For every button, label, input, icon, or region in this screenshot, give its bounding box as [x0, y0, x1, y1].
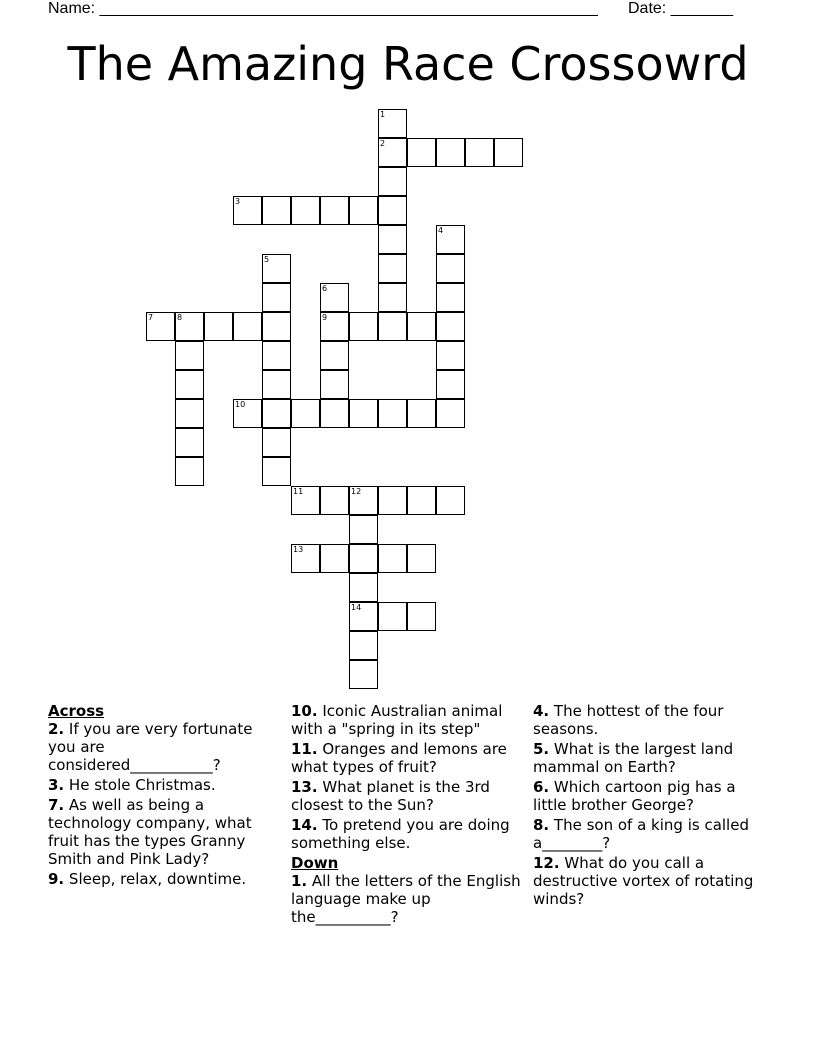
grid-cell[interactable] — [320, 283, 349, 312]
grid-cell[interactable] — [349, 660, 378, 689]
grid-cell[interactable] — [175, 428, 204, 457]
grid-cell[interactable] — [436, 283, 465, 312]
grid-cell[interactable] — [378, 138, 407, 167]
clue-text: Iconic Australian animal with a "spring in its step" — [291, 702, 503, 738]
clue-down-12 — [533, 854, 773, 908]
grid-cell[interactable] — [262, 283, 291, 312]
clue-text: Which cartoon pig has a little brother George? — [533, 778, 736, 814]
grid-cell[interactable] — [407, 486, 436, 515]
clue-number: 13. — [291, 778, 318, 796]
grid-cell[interactable] — [320, 370, 349, 399]
grid-cell[interactable] — [407, 399, 436, 428]
clue-across-11 — [291, 740, 521, 776]
grid-cell[interactable] — [320, 196, 349, 225]
grid-cell[interactable] — [378, 283, 407, 312]
grid-cell[interactable] — [175, 312, 204, 341]
clue-text: He stole Christmas. — [68, 776, 216, 794]
cell-number: 8 — [177, 313, 183, 322]
grid-cell[interactable] — [436, 138, 465, 167]
grid-cell[interactable] — [436, 341, 465, 370]
clue-across-2 — [48, 720, 278, 774]
clue-number: 7. — [48, 796, 65, 814]
clue-across-14 — [291, 816, 521, 852]
grid-cell[interactable] — [378, 312, 407, 341]
grid-cell[interactable] — [407, 544, 436, 573]
date-field-label: Date: _______ — [628, 0, 733, 17]
clue-text: All the letters of the English language make up the__________? — [291, 872, 521, 926]
grid-cell[interactable] — [407, 138, 436, 167]
clue-text: Oranges and lemons are what types of fruit? — [291, 740, 507, 776]
grid-cell[interactable] — [465, 138, 494, 167]
grid-cell[interactable] — [262, 370, 291, 399]
grid-cell[interactable] — [378, 196, 407, 225]
grid-cell[interactable] — [262, 428, 291, 457]
grid-cell[interactable] — [320, 312, 349, 341]
clue-text: The son of a king is called a________? — [533, 816, 749, 852]
grid-cell[interactable] — [146, 312, 175, 341]
clue-number: 12. — [533, 854, 560, 872]
grid-cell[interactable] — [262, 254, 291, 283]
grid-cell[interactable] — [262, 457, 291, 486]
grid-cell[interactable] — [349, 399, 378, 428]
clue-down-5 — [533, 740, 773, 776]
grid-cell[interactable] — [436, 370, 465, 399]
cell-number: 4 — [438, 226, 444, 235]
grid-cell[interactable] — [436, 399, 465, 428]
grid-cell[interactable] — [407, 602, 436, 631]
clue-down-6 — [533, 778, 773, 814]
grid-cell[interactable] — [378, 602, 407, 631]
grid-cell[interactable] — [175, 399, 204, 428]
grid-cell[interactable] — [291, 544, 320, 573]
grid-cell[interactable] — [436, 254, 465, 283]
grid-cell[interactable] — [349, 573, 378, 602]
clues-column-1 — [48, 702, 278, 890]
grid-cell[interactable] — [291, 399, 320, 428]
clue-text: As well as being a technology company, what fruit has the types Granny Smith and Pink Lady? — [48, 796, 252, 868]
grid-cell[interactable] — [320, 341, 349, 370]
grid-cell[interactable] — [349, 196, 378, 225]
grid-cell[interactable] — [233, 196, 262, 225]
grid-cell[interactable] — [378, 399, 407, 428]
clue-down-4 — [533, 702, 773, 738]
grid-cell[interactable] — [494, 138, 523, 167]
grid-cell[interactable] — [349, 602, 378, 631]
cell-number: 5 — [264, 255, 270, 264]
clue-text: The hottest of the four seasons. — [533, 702, 724, 738]
clue-number: 10. — [291, 702, 318, 720]
grid-cell[interactable] — [378, 486, 407, 515]
cell-number: 7 — [148, 313, 154, 322]
cell-number: 6 — [322, 284, 328, 293]
clue-number: 11. — [291, 740, 318, 758]
grid-cell[interactable] — [233, 312, 262, 341]
clue-across-10 — [291, 702, 521, 738]
clues-column-3 — [533, 702, 773, 910]
clue-number: 4. — [533, 702, 550, 720]
grid-cell[interactable] — [262, 341, 291, 370]
cell-number: 10 — [235, 400, 246, 409]
cell-number: 9 — [322, 313, 328, 322]
grid-cell[interactable] — [320, 399, 349, 428]
clue-text: Sleep, relax, downtime. — [68, 870, 247, 888]
grid-cell[interactable] — [262, 399, 291, 428]
clue-text: What is the largest land mammal on Earth? — [533, 740, 734, 776]
clue-text: If you are very fortunate you are considered___________? — [48, 720, 253, 774]
clue-number: 5. — [533, 740, 550, 758]
grid-cell[interactable] — [175, 370, 204, 399]
cell-number: 3 — [235, 197, 241, 206]
clue-number: 14. — [291, 816, 318, 834]
grid-cell[interactable] — [378, 225, 407, 254]
clue-number: 6. — [533, 778, 550, 796]
grid-cell[interactable] — [291, 486, 320, 515]
grid-cell[interactable] — [291, 196, 320, 225]
clue-text: What planet is the 3rd closest to the Sun? — [291, 778, 490, 814]
grid-cell[interactable] — [436, 312, 465, 341]
clue-down-8 — [533, 816, 773, 852]
grid-cell[interactable] — [378, 167, 407, 196]
cell-number: 14 — [351, 603, 362, 612]
grid-cell[interactable] — [175, 341, 204, 370]
name-field-label: Name: ________________________________________________________ — [48, 0, 598, 17]
cell-number: 11 — [293, 487, 304, 496]
clue-number: 3. — [48, 776, 65, 794]
grid-cell[interactable] — [320, 544, 349, 573]
grid-cell[interactable] — [349, 544, 378, 573]
grid-cell[interactable] — [407, 312, 436, 341]
clue-text: To pretend you are doing something else. — [291, 816, 510, 852]
grid-cell[interactable] — [204, 312, 233, 341]
cell-number: 12 — [351, 487, 362, 496]
clue-text: What do you call a destructive vortex of rotating winds? — [533, 854, 754, 908]
clue-across-3 — [48, 776, 278, 794]
clue-across-7 — [48, 796, 278, 868]
clue-number: 1. — [291, 872, 308, 890]
cell-number: 13 — [293, 545, 304, 554]
grid-cell[interactable] — [378, 254, 407, 283]
grid-cell[interactable] — [349, 515, 378, 544]
grid-cell[interactable] — [262, 312, 291, 341]
grid-cell[interactable] — [378, 544, 407, 573]
grid-cell[interactable] — [349, 486, 378, 515]
cell-number: 2 — [380, 139, 386, 148]
grid-cell[interactable] — [262, 196, 291, 225]
grid-cell[interactable] — [320, 486, 349, 515]
across-heading: Across — [48, 702, 105, 720]
clues-column-2 — [291, 702, 521, 928]
clue-number: 2. — [48, 720, 65, 738]
clue-across-9 — [48, 870, 278, 888]
down-heading: Down — [291, 854, 339, 872]
clue-number: 8. — [533, 816, 550, 834]
grid-cell[interactable] — [175, 457, 204, 486]
grid-cell[interactable] — [436, 225, 465, 254]
cell-number: 1 — [380, 110, 386, 119]
grid-cell[interactable] — [349, 312, 378, 341]
clue-number: 9. — [48, 870, 65, 888]
page-title: The Amazing Race Crossowrd — [67, 37, 749, 91]
clue-across-13 — [291, 778, 521, 814]
grid-cell[interactable] — [349, 631, 378, 660]
grid-cell[interactable] — [436, 486, 465, 515]
grid-cell[interactable] — [378, 109, 407, 138]
grid-cell[interactable] — [233, 399, 262, 428]
clue-down-1 — [291, 872, 521, 926]
